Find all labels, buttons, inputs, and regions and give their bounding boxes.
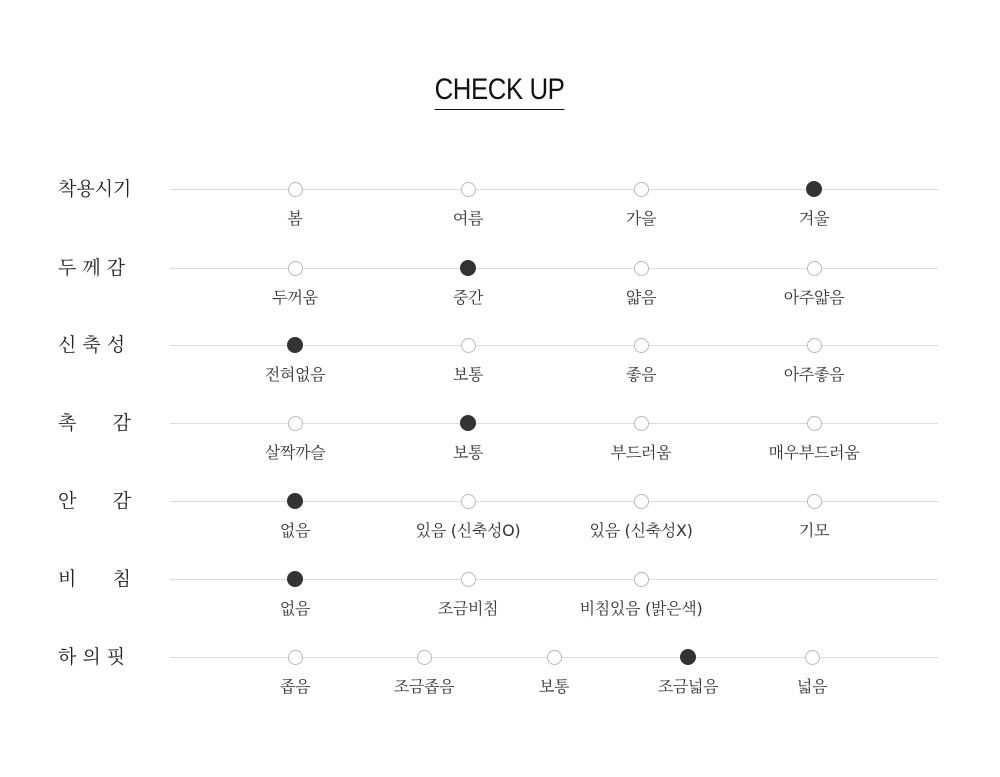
- option-label: 없음: [279, 521, 311, 540]
- section-title: [0, 72, 1000, 110]
- option-label: 부드러움: [610, 443, 672, 462]
- checkup-row: [0, 334, 1000, 405]
- scale-line: [170, 579, 938, 580]
- selected-indicator: [287, 337, 303, 353]
- option-indicator: [634, 572, 649, 587]
- option-label: 두꺼움: [272, 288, 318, 307]
- option-indicator: [547, 650, 562, 665]
- option-label: 가을: [625, 209, 657, 228]
- option-label: 비침있음 (밝은색): [579, 599, 703, 618]
- option-indicator: [807, 494, 822, 509]
- option-indicator: [288, 650, 303, 665]
- option-label: 좁음: [279, 677, 311, 696]
- option-indicator: [807, 261, 822, 276]
- row-label: 착용시기: [58, 178, 132, 200]
- selected-indicator: [806, 181, 822, 197]
- option-label: 봄: [287, 209, 303, 228]
- selected-indicator: [460, 260, 476, 276]
- row-label: 신 축 성: [58, 334, 126, 356]
- selected-indicator: [460, 415, 476, 431]
- option-indicator: [288, 182, 303, 197]
- selected-indicator: [680, 649, 696, 665]
- option-label: 있음 (신축성X): [589, 521, 693, 540]
- checkup-row: [0, 178, 1000, 249]
- option-indicator: [807, 416, 822, 431]
- option-indicator: [461, 338, 476, 353]
- scale-line: [170, 268, 938, 269]
- option-indicator: [805, 650, 820, 665]
- option-indicator: [634, 494, 649, 509]
- checkup-row: [0, 257, 1000, 328]
- option-label: 매우부드러움: [768, 443, 860, 462]
- checkup-row: [0, 568, 1000, 639]
- option-indicator: [461, 182, 476, 197]
- checkup-row: [0, 412, 1000, 483]
- option-label: 있음 (신축성O): [415, 521, 521, 540]
- scale-line: [170, 501, 938, 502]
- row-label: 비 침: [58, 568, 131, 590]
- scale-line: [170, 423, 938, 424]
- row-label: 두 께 감: [58, 257, 126, 279]
- option-label: 보통: [452, 443, 484, 462]
- option-label: 전혀없음: [264, 365, 326, 384]
- option-label: 조금좁음: [393, 677, 455, 696]
- option-label: 여름: [452, 209, 484, 228]
- row-label: 안 감: [58, 490, 131, 512]
- checkup-row: [0, 646, 1000, 717]
- option-label: 좋음: [625, 365, 657, 384]
- selected-indicator: [287, 571, 303, 587]
- check-up-heading: CHECK UP: [435, 72, 565, 110]
- option-label: 기모: [798, 521, 830, 540]
- option-indicator: [634, 338, 649, 353]
- option-label: 살짝까슬: [264, 443, 326, 462]
- option-label: 중간: [452, 288, 484, 307]
- option-indicator: [807, 338, 822, 353]
- selected-indicator: [287, 493, 303, 509]
- option-indicator: [288, 416, 303, 431]
- option-label: 없음: [279, 599, 311, 618]
- option-label: 아주좋음: [783, 365, 845, 384]
- option-label: 보통: [538, 677, 570, 696]
- option-label: 겨울: [798, 209, 830, 228]
- option-indicator: [288, 261, 303, 276]
- row-label: 촉 감: [58, 412, 131, 434]
- option-indicator: [634, 261, 649, 276]
- row-label: 하 의 핏: [58, 646, 126, 668]
- option-label: 얇음: [625, 288, 657, 307]
- option-indicator: [634, 416, 649, 431]
- option-label: 조금비침: [437, 599, 499, 618]
- option-label: 아주얇음: [783, 288, 845, 307]
- option-indicator: [461, 572, 476, 587]
- option-indicator: [634, 182, 649, 197]
- scale-line: [170, 189, 938, 190]
- option-label: 조금넓음: [657, 677, 719, 696]
- option-indicator: [461, 494, 476, 509]
- checkup-row: [0, 490, 1000, 561]
- option-label: 보통: [452, 365, 484, 384]
- option-label: 넓음: [796, 677, 828, 696]
- option-indicator: [417, 650, 432, 665]
- scale-line: [170, 345, 938, 346]
